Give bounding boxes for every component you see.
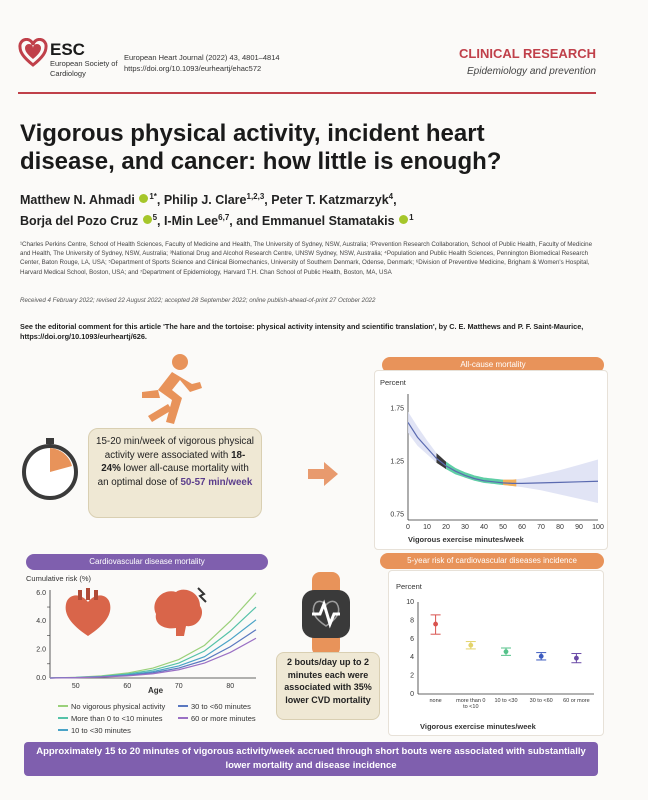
all-cause-mortality-chart — [374, 380, 608, 550]
author-name[interactable]: , Philip J. Clare — [156, 193, 247, 208]
section-label: CLINICAL RESEARCH — [459, 46, 596, 61]
smartwatch-icon — [300, 572, 352, 656]
cvd-incidence-ylabel: Percent — [396, 582, 422, 591]
heart-icon — [60, 586, 116, 640]
x-tick-label: 10 to <30 — [494, 698, 518, 704]
esc-society-name: European Society of Cardiology — [50, 59, 118, 78]
journal-citation: European Heart Journal (2022) 43, 4801–4814 — [124, 53, 280, 62]
data-point — [574, 656, 579, 661]
author-name[interactable]: Borja del Pozo Cruz — [20, 214, 139, 229]
brain-icon — [148, 584, 210, 640]
x-tick-label: 30 — [461, 524, 469, 531]
cvd-mortality-chart — [20, 582, 260, 696]
cvd-incidence-xlabel: Vigorous exercise minutes/week — [420, 722, 536, 731]
data-point — [504, 649, 509, 654]
y-tick-label: 2 — [410, 672, 414, 680]
editorial-comment: See the editorial comment for this article 'The hare and the tortoise: physical activity intensity and scientific translation', by C. E. Matthews and P. F. Saint-Maurice, https://doi.org/10.1093/eurheartj/626. — [20, 322, 584, 341]
legend-item — [178, 714, 256, 723]
x-tick-label: 70 — [537, 524, 545, 531]
x-tick-label: 60 or more — [563, 698, 590, 704]
subsection-label: Epidemiology and prevention — [467, 66, 596, 77]
article-title: Vigorous physical activity, incident heart disease, and cancer: how little is enough? — [20, 120, 502, 175]
cvd-mortality-title: Cardiovascular disease mortality — [26, 554, 268, 570]
legend-item — [58, 702, 165, 711]
x-tick-label: 80 — [556, 524, 564, 531]
y-tick-label: 2.0 — [36, 646, 46, 654]
x-tick-label: 30 to <60 — [529, 698, 553, 704]
bout-finding-text: 2 bouts/day up to 2 minutes each were associated with 35% lower CVD mortality — [284, 657, 372, 705]
legend-label: 10 to <30 minutes — [71, 726, 131, 735]
doi-link[interactable]: https://doi.org/10.1093/eurheartj/ehac572 — [124, 64, 262, 73]
legend-swatch — [178, 717, 188, 719]
key-finding-text: 15-20 min/week of vigorous physical activity were associated with 18-24% lower all-cause mortality with an optimal dose of 50-57 min/week — [96, 436, 254, 488]
x-tick-label: 50 — [71, 683, 80, 690]
all-cause-ylabel: Percent — [380, 378, 406, 387]
author-list: Matthew N. Ahmadi $^{1*}$, Philip J. Clare$^{1,2,3}$, Peter T. Katzmarzyk$^4$, Borja del Pozo Cruz $^5$, I-Min Lee$^{6,7}$, and Emmanuel Stamatakis $^1$ — [20, 192, 414, 229]
orcid-icon[interactable] — [139, 194, 148, 203]
orcid-icon[interactable] — [399, 215, 408, 224]
y-tick-label: 1.25 — [390, 458, 404, 466]
y-tick-label: 0 — [410, 691, 414, 698]
all-cause-mortality-title: All-cause mortality — [382, 357, 604, 373]
data-point — [539, 654, 544, 659]
legend-item — [178, 702, 251, 711]
summary-banner: Approximately 15 to 20 minutes of vigorous activity/week accrued through short bouts were associated with substantially lower mortality and disease incidence — [24, 742, 598, 776]
author-name[interactable]: Matthew N. Ahmadi — [20, 193, 135, 208]
y-tick-label: 0.0 — [36, 675, 46, 682]
legend-swatch — [58, 717, 68, 719]
header-divider — [18, 92, 596, 94]
all-cause-xlabel: Vigorous exercise minutes/week — [408, 535, 524, 544]
legend-swatch — [58, 705, 68, 707]
x-tick-label: more than 0 — [456, 698, 486, 704]
y-tick-label: 6.0 — [36, 589, 46, 597]
author-name[interactable]: , Peter T. Katzmarzyk — [264, 193, 389, 208]
x-tick-label: to <10 — [463, 704, 479, 710]
legend-label: 60 or more minutes — [191, 714, 256, 723]
orcid-icon[interactable] — [143, 215, 152, 224]
y-tick-label: 0.75 — [390, 511, 404, 519]
y-tick-label: 10 — [406, 599, 414, 606]
legend-item — [58, 714, 163, 723]
x-tick-label: 70 — [174, 683, 183, 690]
cvd-incidence-title: 5-year risk of cardiovascular diseases incidence — [380, 553, 604, 569]
x-tick-label: 60 — [518, 524, 526, 531]
data-point — [468, 643, 473, 648]
cvd-ylabel: Cumulative risk (%) — [26, 574, 92, 583]
y-tick-label: 8 — [410, 617, 414, 625]
x-tick-label: none — [429, 698, 442, 704]
esc-heart-logo-icon — [18, 38, 48, 68]
y-tick-label: 1.75 — [390, 405, 404, 413]
esc-wordmark: ESC — [50, 40, 85, 59]
legend-label: 30 to <60 minutes — [191, 702, 251, 711]
y-tick-label: 4 — [410, 654, 414, 662]
cvd-incidence-chart — [388, 590, 604, 736]
x-tick-label: 50 — [499, 524, 507, 531]
x-tick-label: 10 — [423, 524, 431, 531]
cvd-xlabel: Age — [148, 686, 164, 695]
legend-item — [58, 726, 131, 735]
author-name[interactable]: , I-Min Lee — [157, 214, 219, 229]
y-tick-label: 6 — [410, 635, 414, 643]
author-name[interactable]: , and Emmanuel Stamatakis — [229, 214, 395, 229]
x-tick-label: 40 — [480, 524, 488, 531]
x-tick-label: 100 — [592, 524, 604, 531]
highlight-band — [437, 453, 447, 469]
legend-swatch — [178, 705, 188, 707]
legend-label: More than 0 to <10 minutes — [71, 714, 163, 723]
y-tick-label: 4.0 — [36, 618, 46, 626]
legend-swatch — [58, 729, 68, 731]
x-tick-label: 60 — [123, 683, 132, 690]
data-point — [433, 622, 438, 627]
x-tick-label: 20 — [442, 524, 450, 531]
x-tick-label: 90 — [575, 524, 583, 531]
x-tick-label: 80 — [226, 683, 235, 690]
running-person-icon — [128, 352, 212, 436]
arrow-right-icon — [306, 460, 340, 488]
received-dates: Received 4 February 2022; revised 22 August 2022; accepted 28 September 2022; online publish-ahead-of-print 27 October 2022 — [20, 297, 376, 304]
legend-label: No vigorous physical activity — [71, 702, 166, 711]
stopwatch-icon — [20, 436, 80, 502]
x-tick-label: 0 — [406, 524, 410, 531]
affiliations: ¹Charles Perkins Centre, School of Health Sciences, Faculty of Medicine and Health, The University of Sydney, NSW, Australia; ²Prevention Research Collaboration, School of Public Health, Faculty of Medicine and Health, The University of Sydney, NSW, Australia; ³National Drug and Alcohol Research Centre, UNSW Sydney, NSW, Australia; ⁴Population and Public Health Sciences, Pennington Biomedical Research Center, Baton Rouge, LA, USA; ⁵Department of Sports Science and Clinical Biomechanics, University of Southern Denmark, Odense, Denmark; ⁶Division of Preventive Medicine, Brigham & Women's Hospital, Harvard Medical School, Boston, USA; and ⁷Department of Epidemiology, Harvard T.H. Chan School of Public Health, Boston, MA, USA — [20, 241, 593, 276]
